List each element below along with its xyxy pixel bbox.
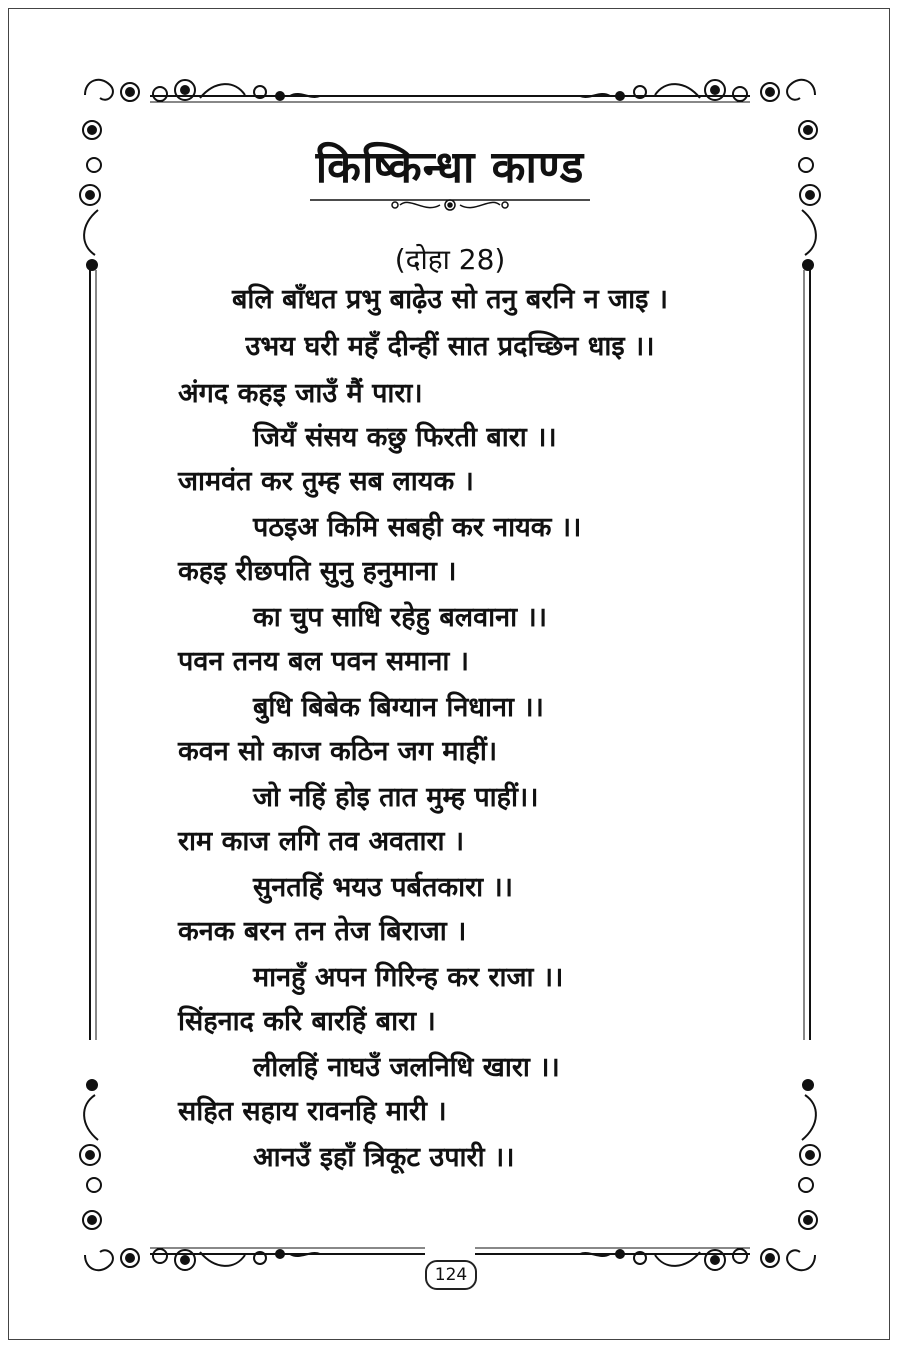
verse-line: जियँ संसय कछु फिरती बारा ।। [253,422,557,453]
verse-line: बलि बाँधत प्रभु बाढ़ेउ सो तनु बरनि न जाइ । [231,284,669,315]
title-flourish-icon [310,200,590,210]
verse-line: बुधि बिबेक बिग्यान निधाना ।। [253,692,544,723]
verse-line: कनक बरन तन तेज बिराजा । [178,916,467,947]
verse-line: कवन सो काज कठिन जग माहीं। [178,736,498,767]
verse-line: अंगद कहइ जाउँ मैं पारा। [178,378,423,409]
verse-line: सुनतहिं भयउ पर्बतकारा ।। [253,872,513,903]
verse-line: उभय घरी महँ दीन्हीं सात प्रदच्छिन धाइ ।। [245,331,655,362]
verse-line: पवन तनय बल पवन समाना । [178,646,470,677]
page-number: 124 [425,1260,477,1290]
verse-line: जामवंत कर तुम्ह सब लायक । [178,466,474,497]
verse-line: सहित सहाय रावनहि मारी । [178,1096,447,1127]
doha-heading: (दोहा 28) [394,243,506,276]
verse-line: कहइ रीछपति सुनु हनुमाना । [178,556,457,587]
verse-line: का चुप साधि रहेहु बलवाना ।। [253,602,547,633]
verse-line: आनउँ इहाँ त्रिकूट उपारी ।। [253,1142,515,1173]
verse-line: सिंहनाद करि बारहिं बारा । [178,1006,436,1037]
verse-line: मानहुँ अपन गिरिन्ह कर राजा ।। [253,962,564,993]
verse-line: जो नहिं होइ तात मुम्ह पाहीं।। [253,782,539,813]
verse-line: राम काज लगि तव अवतारा । [178,826,465,857]
verse-line: पठइअ किमि सबही कर नायक ।। [253,512,582,543]
verse-line: लीलहिं नाघउँ जलनिधि खारा ।। [253,1052,560,1083]
page-title: किष्किन्धा काण्ड [315,142,585,193]
